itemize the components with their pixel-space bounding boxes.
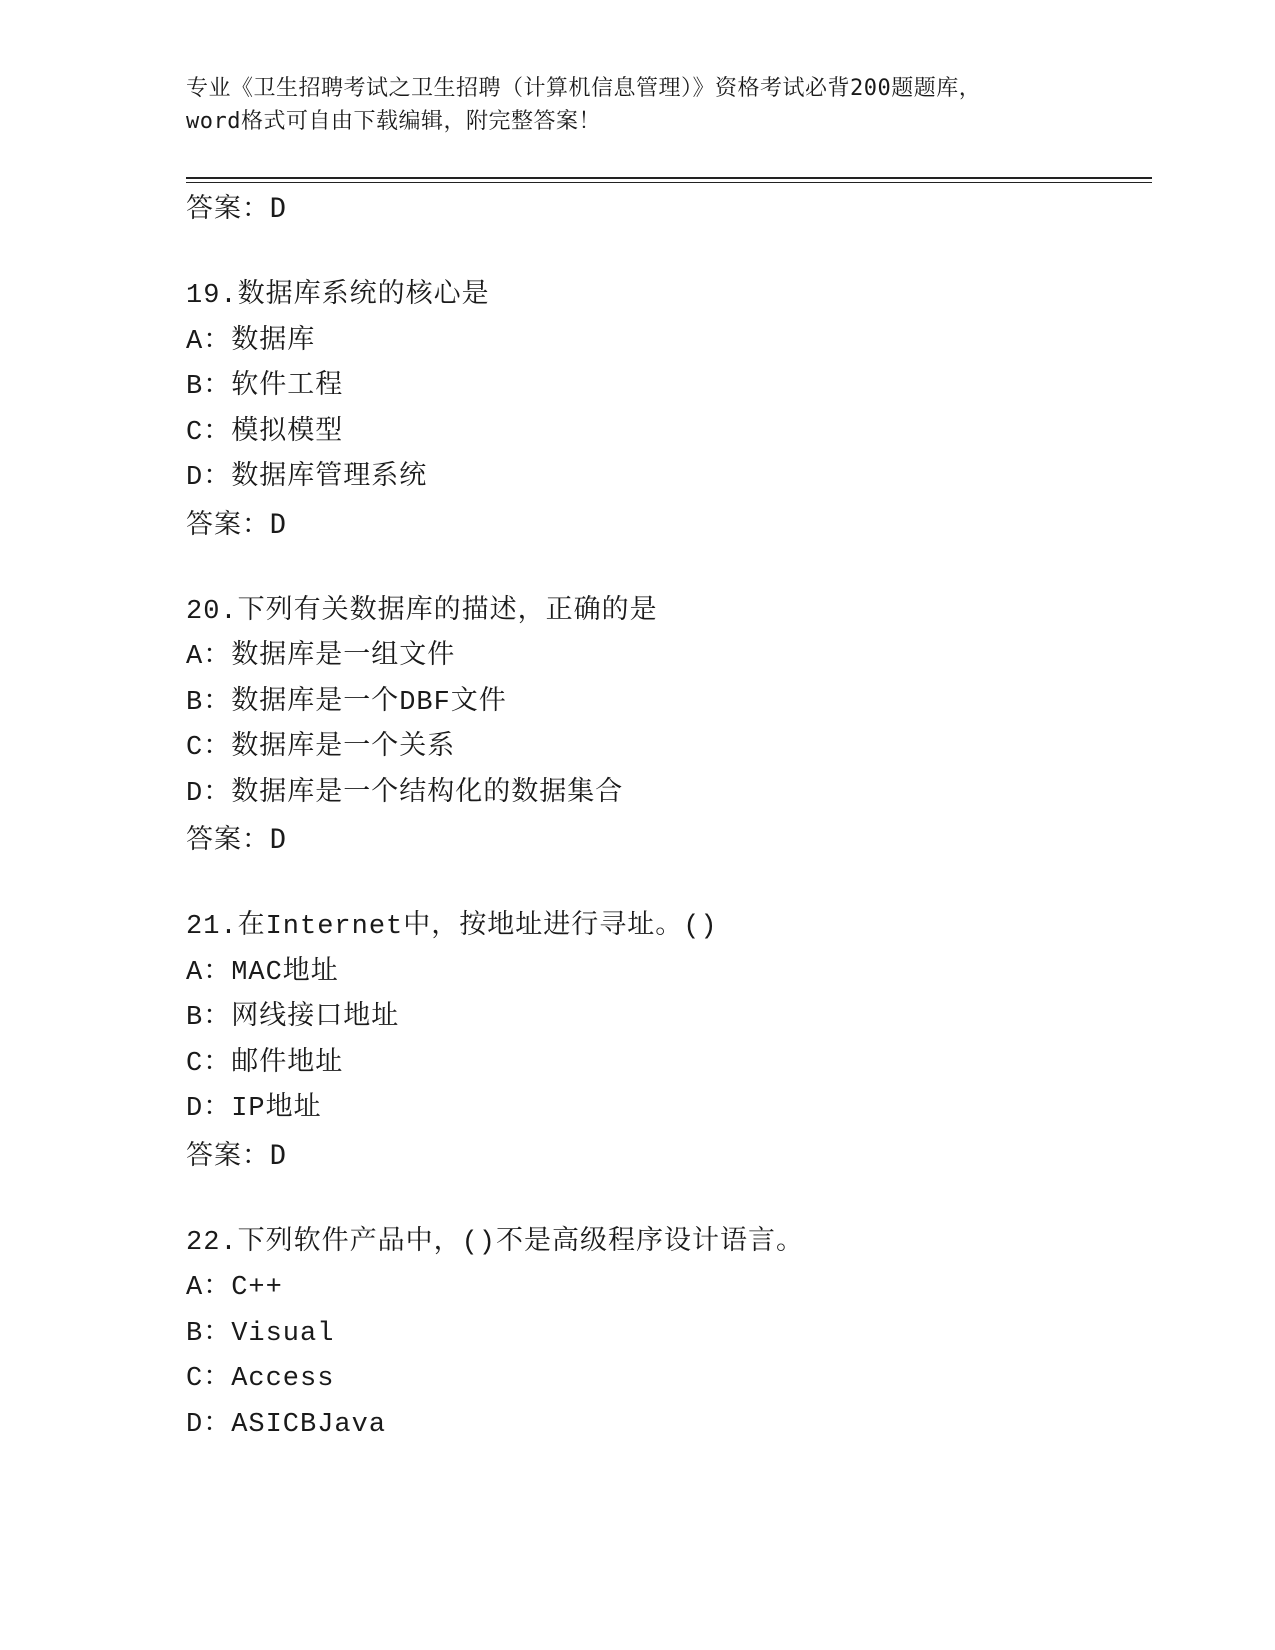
- answer-line: 答案：D: [186, 824, 288, 855]
- answer-line: 答案：D: [186, 193, 288, 224]
- question-stem: 21.在Internet中，按地址进行寻址。(): [186, 912, 718, 942]
- question-21: [186, 905, 1146, 1179]
- question-19: [186, 274, 1146, 548]
- option-d: D：ASICBJava: [186, 1409, 387, 1440]
- option-b: B：网线接口地址: [186, 1003, 400, 1033]
- option-d: D：数据库是一个结构化的数据集合: [186, 778, 624, 809]
- header-line-2: word格式可自由下载编辑，附完整答案！: [186, 109, 601, 134]
- option-b: B：软件工程: [186, 372, 344, 402]
- question-stem: 19.数据库系统的核心是: [186, 281, 490, 311]
- question-stem: 22.下列软件产品中，()不是高级程序设计语言。: [186, 1227, 805, 1258]
- question-20: [186, 590, 1146, 864]
- document-body: [186, 186, 1146, 1448]
- question-stem: 20.下列有关数据库的描述，正确的是: [186, 596, 658, 627]
- option-b: B：Visual: [186, 1318, 335, 1349]
- option-c: C：邮件地址: [186, 1048, 344, 1079]
- answer-line: 答案：D: [186, 508, 288, 540]
- option-a: A：C++: [186, 1273, 283, 1303]
- option-a: A：MAC地址: [186, 957, 339, 988]
- header-divider-thin: [186, 182, 1152, 183]
- answer-line: 答案：D: [186, 1139, 288, 1171]
- option-c: C：模拟模型: [186, 417, 344, 448]
- option-d: D：IP地址: [186, 1094, 322, 1124]
- option-a: A：数据库: [186, 326, 316, 357]
- question-22: [186, 1221, 1146, 1449]
- option-c: C：数据库是一个关系: [186, 733, 456, 763]
- document-header: [186, 72, 1146, 138]
- option-a: A：数据库是一组文件: [186, 642, 456, 672]
- option-b: B：数据库是一个DBF文件: [186, 687, 507, 718]
- option-d: D：数据库管理系统: [186, 463, 428, 493]
- option-c: C：Access: [186, 1364, 335, 1394]
- header-line-1: 专业《卫生招聘考试之卫生招聘（计算机信息管理）》资格考试必背200题题库，: [186, 76, 982, 101]
- header-divider-thick: [186, 177, 1152, 179]
